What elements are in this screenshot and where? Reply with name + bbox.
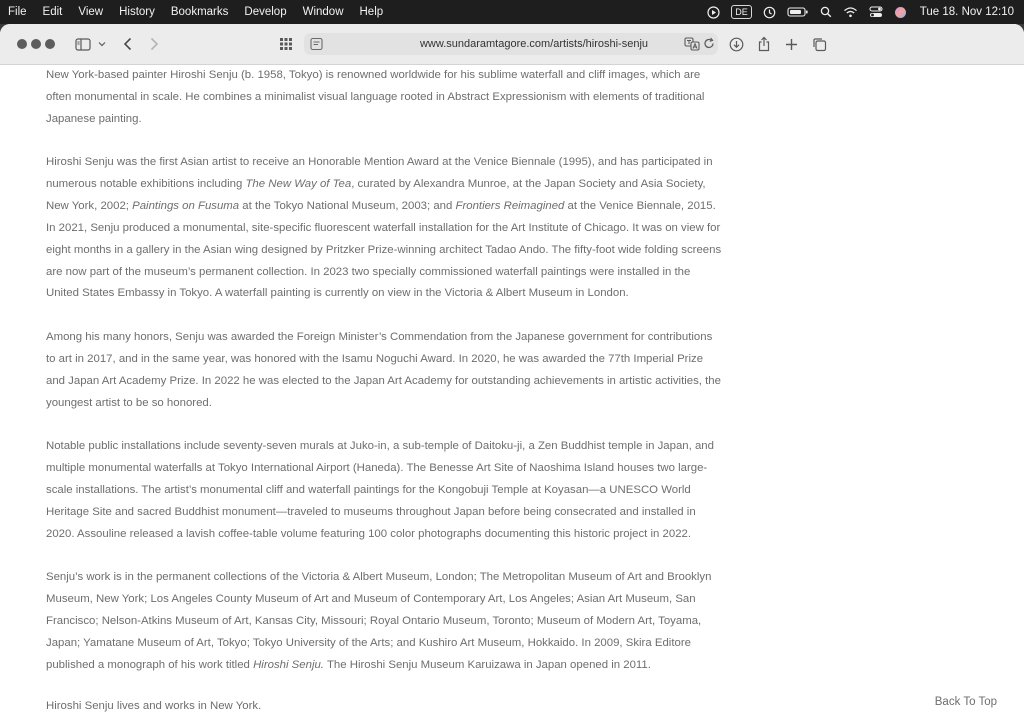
translate-icon[interactable] bbox=[684, 37, 700, 56]
sidebar-toggle-icon[interactable] bbox=[73, 32, 93, 56]
browser-window bbox=[0, 24, 1024, 716]
text-span: , curated by Alexandra Munroe, at the Japan Society and Asia Society, New York, 2002; bbox=[46, 177, 706, 212]
installations-paragraph: Notable public installations include seventy-seven murals at Juko-in, a sub-temple of Daitoku-ji, a Zen Buddhist temple in Japan, and multiple monumental waterfalls at Tokyo International Airport (Haneda). The Benesse Art Site of Naoshima Island houses two large-scale installations. The artist’s monumental cliff and waterfall paintings for the Kongobuji Temple at Koyasan—a UNESCO World Heritage Site and sacred Buddhist monument—traveled to museums throughout Japan before being consecrated and installed in 2020. Assouline released a lavish coffee-table volume featuring 100 color photographs documenting this historic project in 2022. bbox=[46, 440, 714, 540]
menu-bar bbox=[0, 0, 1024, 24]
exhibition-title: Frontiers Reimagined bbox=[455, 199, 565, 212]
play-circle-icon[interactable] bbox=[707, 0, 720, 24]
browser-toolbar bbox=[0, 24, 1024, 65]
tab-overview-icon[interactable] bbox=[810, 32, 828, 56]
spotlight-search-icon[interactable] bbox=[820, 0, 832, 24]
menu-develop[interactable]: Develop bbox=[244, 6, 287, 18]
exhibition-title: The New Way of Tea bbox=[245, 177, 352, 190]
text-span: at the Venice Biennale, 2015. In 2021, Senju produced a monumental, site-specific fluorescent waterfall installation for the Art Institute of Chicago. It was on view for eight months in a gallery in the Asian wing designed by Pritzker Prize-winning architect Tadao Ando. The fifty-foot wide folding screens are now part of the museum’s permanent collection. In 2023 two specially commissioned waterfall paintings were installed in the United States Embassy in Tokyo. A waterfall painting is currently on view in the Victoria & Albert Museum in London. bbox=[46, 199, 722, 300]
closing-paragraph: Hiroshi Senju lives and works in New York. bbox=[46, 700, 262, 712]
share-icon[interactable] bbox=[755, 32, 773, 56]
menu-file[interactable]: File bbox=[8, 6, 27, 18]
reload-icon[interactable] bbox=[703, 37, 715, 55]
page-content bbox=[0, 65, 1024, 716]
input-source-label: DE bbox=[731, 5, 752, 19]
monograph-title: Hiroshi Senju. bbox=[253, 658, 324, 671]
zoom-window-button[interactable] bbox=[45, 39, 55, 49]
minimize-window-button[interactable] bbox=[31, 39, 41, 49]
address-bar[interactable] bbox=[304, 33, 718, 55]
text-span: Senju’s work is in the permanent collections of the Victoria & Albert Museum, London; The Metropolitan Museum of Art and Brooklyn Museum, New York; Los Angeles County Museum of Art and Museum of Contemporary Art, Los Angeles; Asian Art Museum, San Francisco; Nelson-Atkins Museum of Art, Kansas City, Missouri; Royal Ontario Museum, Toronto; Museum of Modern Art, Toyama, Japan; Yamatane Museum of Art, Tokyo; Tokyo University of the Arts; and Kushiro Art Museum, Hokkaido. In 2009, Skira Editore published a monograph of his work titled bbox=[46, 571, 712, 671]
status-items bbox=[707, 0, 1014, 24]
exhibition-title: Paintings on Fusuma bbox=[132, 199, 240, 212]
text-span: Hiroshi Senju was the first Asian artist to receive an Honorable Mention Award at the Venice Biennale (1995), and has participated in numerous notable exhibitions including bbox=[46, 156, 713, 190]
control-center-icon[interactable] bbox=[869, 0, 883, 24]
wifi-icon[interactable] bbox=[843, 0, 858, 24]
menu-view[interactable]: View bbox=[78, 6, 104, 18]
downloads-icon[interactable] bbox=[727, 32, 745, 56]
back-to-top-link[interactable]: Back To Top bbox=[934, 696, 997, 708]
menu-history[interactable]: History bbox=[119, 6, 155, 18]
menu-window[interactable]: Window bbox=[302, 6, 344, 18]
chevron-down-icon[interactable] bbox=[96, 32, 108, 56]
close-window-button[interactable] bbox=[17, 39, 27, 49]
input-source-indicator[interactable] bbox=[731, 0, 752, 24]
page-menu-icon[interactable] bbox=[310, 37, 323, 56]
forward-button[interactable] bbox=[145, 32, 163, 56]
collections-paragraph bbox=[46, 567, 722, 677]
menu-bar-menus bbox=[0, 0, 391, 24]
menu-edit[interactable]: Edit bbox=[42, 6, 63, 18]
new-tab-icon[interactable] bbox=[782, 32, 800, 56]
siri-icon[interactable] bbox=[894, 0, 907, 24]
menu-help[interactable]: Help bbox=[359, 6, 384, 18]
text-span: at the Tokyo National Museum, 2003; and bbox=[239, 199, 456, 212]
time-machine-icon[interactable] bbox=[763, 0, 776, 24]
battery-icon[interactable] bbox=[787, 0, 809, 24]
back-button[interactable] bbox=[119, 32, 137, 56]
text-span: The Hiroshi Senju Museum Karuizawa in Japan opened in 2011. bbox=[323, 658, 651, 671]
menu-bookmarks[interactable]: Bookmarks bbox=[170, 6, 229, 18]
url-text[interactable]: www.sundaramtagore.com/artists/hiroshi-senju bbox=[419, 38, 649, 50]
exhibitions-paragraph bbox=[46, 152, 722, 305]
grid-tabs-icon[interactable] bbox=[277, 32, 295, 56]
menu-bar-clock[interactable]: Tue 18. Nov 12:10 bbox=[919, 6, 1014, 18]
intro-paragraph: New York-based painter Hiroshi Senju (b. 1958, Tokyo) is renowned worldwide for his sublime waterfall and cliff images, which are often monumental in scale. He combines a minimalist visual language rooted in Abstract Expressionism with elements of traditional Japanese painting. bbox=[46, 69, 705, 125]
honors-paragraph: Among his many honors, Senju was awarded the Foreign Minister’s Commendation from the Japanese government for contributions to art in 2017, and in the same year, was honored with the Isamu Noguchi Award. In 2020, he was awarded the 77th Imperial Prize and Japan Art Academy Prize. In 2022 he was elected to the Japan Art Academy for outstanding achievements in artistic activities, the youngest artist to be so honored. bbox=[46, 331, 721, 409]
